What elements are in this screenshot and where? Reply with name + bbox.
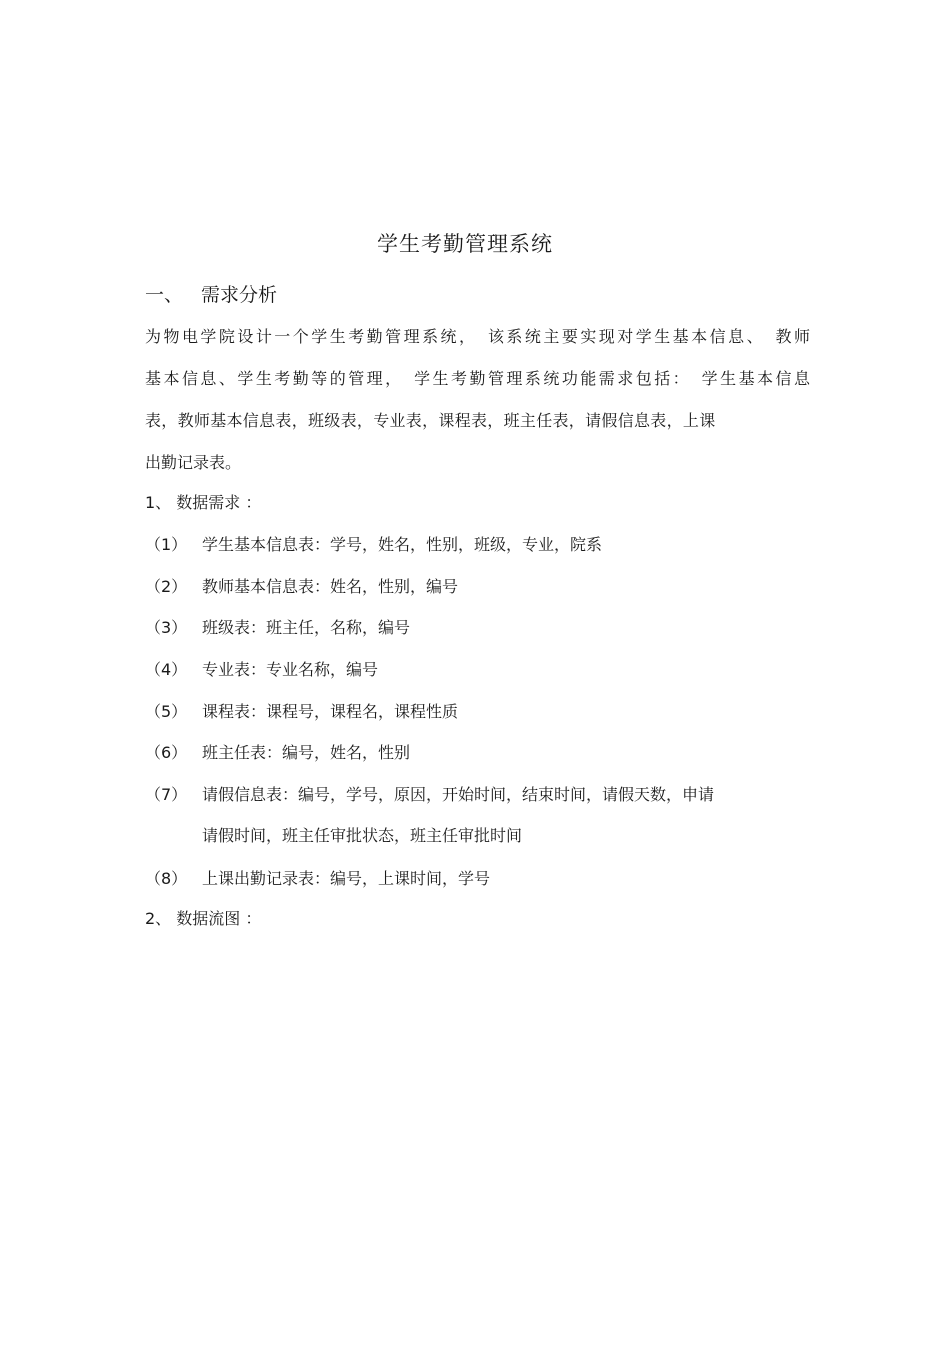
intro-line: 为物电学院设计一个学生考勤管理系统， 该系统主要实现对学生基本信息、 教师 — [145, 327, 810, 346]
list-item — [145, 574, 810, 616]
list-item-index: （1） — [145, 535, 188, 554]
list-item-text: 上课出勤记录表：编号，上课时间，学号 — [202, 869, 491, 889]
list-item-text: 请假信息表：编号，学号，原因，开始时间，结束时间，请假天数，申请 — [202, 785, 715, 805]
list-item — [145, 866, 810, 908]
list-item-text: 班级表：班主任，名称，编号 — [202, 618, 411, 638]
list-item-index: （4） — [145, 660, 188, 680]
list-item — [145, 615, 810, 657]
list-item — [145, 532, 810, 574]
list-item-index: （8） — [145, 869, 188, 889]
list-item-index: （3） — [145, 618, 188, 638]
list-item-text-continued: 请假时间，班主任审批状态，班主任审批时间 — [202, 826, 523, 846]
section-title: 需求分析 — [201, 284, 278, 306]
section-heading — [145, 280, 277, 307]
list-item-text: 班主任表：编号，姓名，性别 — [202, 743, 411, 763]
list-item-text: 学生基本信息表：学号，姓名，性别，班级，专业，院系 — [202, 535, 603, 554]
list-item-index: （6） — [145, 743, 188, 763]
list-item-text: 教师基本信息表：姓名，性别，编号 — [202, 576, 459, 596]
list-item-text: 课程表：课程号，课程名，课程性质 — [202, 701, 459, 721]
list-item-index: （7） — [145, 785, 188, 805]
page-title: 学生考勤管理系统 — [377, 232, 553, 256]
list-item-index: （5） — [145, 701, 188, 721]
intro-line: 出勤记录表。 — [145, 453, 242, 472]
list-item — [145, 699, 810, 741]
list-item — [145, 657, 810, 699]
list-item — [145, 740, 810, 782]
intro-paragraph — [145, 322, 810, 490]
list-item-text: 专业表：专业名称，编号 — [202, 660, 379, 680]
list-item — [145, 782, 810, 866]
intro-line: 表，教师基本信息表，班级表，专业表，课程表，班主任表，请假信息表，上课 — [145, 411, 716, 430]
list-item-index: （2） — [145, 576, 188, 596]
data-flow-heading: 2、 数据流图 ： — [145, 909, 262, 928]
data-requirements-list — [145, 532, 810, 908]
intro-line: 基本信息、学生考勤等的管理， 学生考勤管理系统功能需求包括： 学生基本信息 — [145, 369, 810, 388]
section-number: 一、 — [145, 284, 184, 306]
data-requirements-heading: 1、 数据需求 ： — [145, 493, 262, 512]
